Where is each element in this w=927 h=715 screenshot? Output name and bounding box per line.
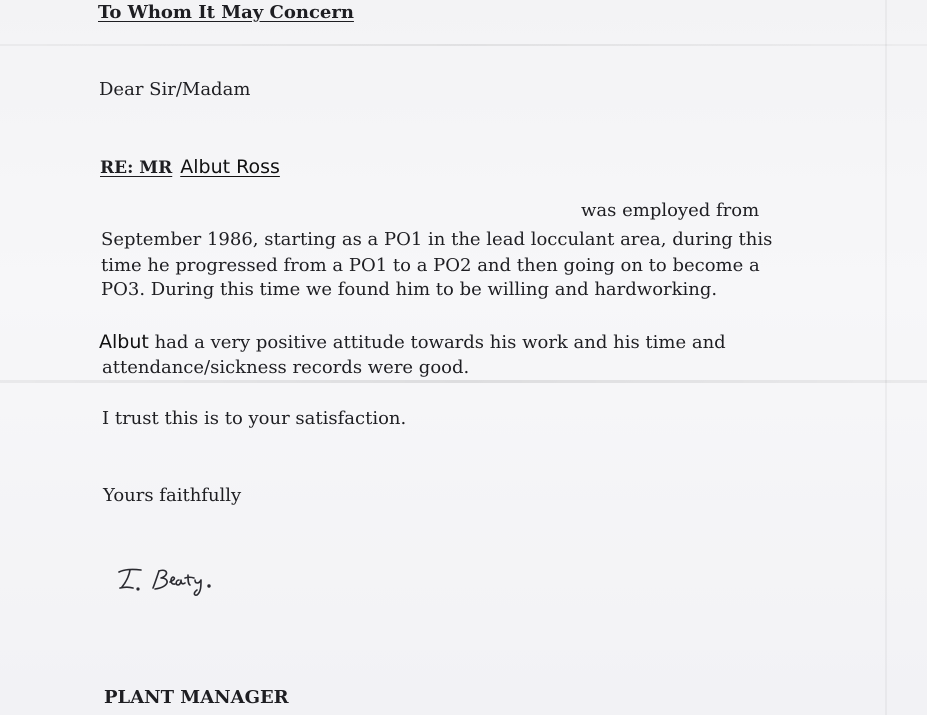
re-label: RE: MR: [100, 158, 173, 178]
paragraph-line: [99, 333, 726, 352]
re-name: Albut Ross: [180, 156, 280, 178]
paragraph-text: had a very positive attitude towards his work and his time and: [148, 332, 726, 353]
letter-heading: To Whom It May Concern: [98, 2, 354, 23]
re-line: [100, 158, 280, 177]
salutation: Dear Sir/Madam: [99, 79, 251, 100]
paragraph-line: was employed from: [581, 200, 760, 221]
handwritten-signature: [115, 560, 245, 600]
signatory-title: PLANT MANAGER: [104, 687, 289, 708]
paragraph-line: September 1986, starting as a PO1 in the lead locculant area, during this: [101, 229, 773, 250]
employee-first-name: Albut: [99, 331, 149, 353]
valediction: Yours faithfully: [103, 485, 242, 506]
paragraph-line: attendance/sickness records were good.: [102, 357, 470, 378]
closing-sentence: I trust this is to your satisfaction.: [102, 408, 407, 429]
paper-fold-top: [0, 44, 927, 46]
paper-fold-right: [885, 0, 887, 715]
paper-fold-middle: [0, 380, 927, 383]
paragraph-line: time he progressed from a PO1 to a PO2 and then going on to become a: [101, 255, 760, 276]
paragraph-line: PO3. During this time we found him to be willing and hardworking.: [101, 279, 718, 300]
